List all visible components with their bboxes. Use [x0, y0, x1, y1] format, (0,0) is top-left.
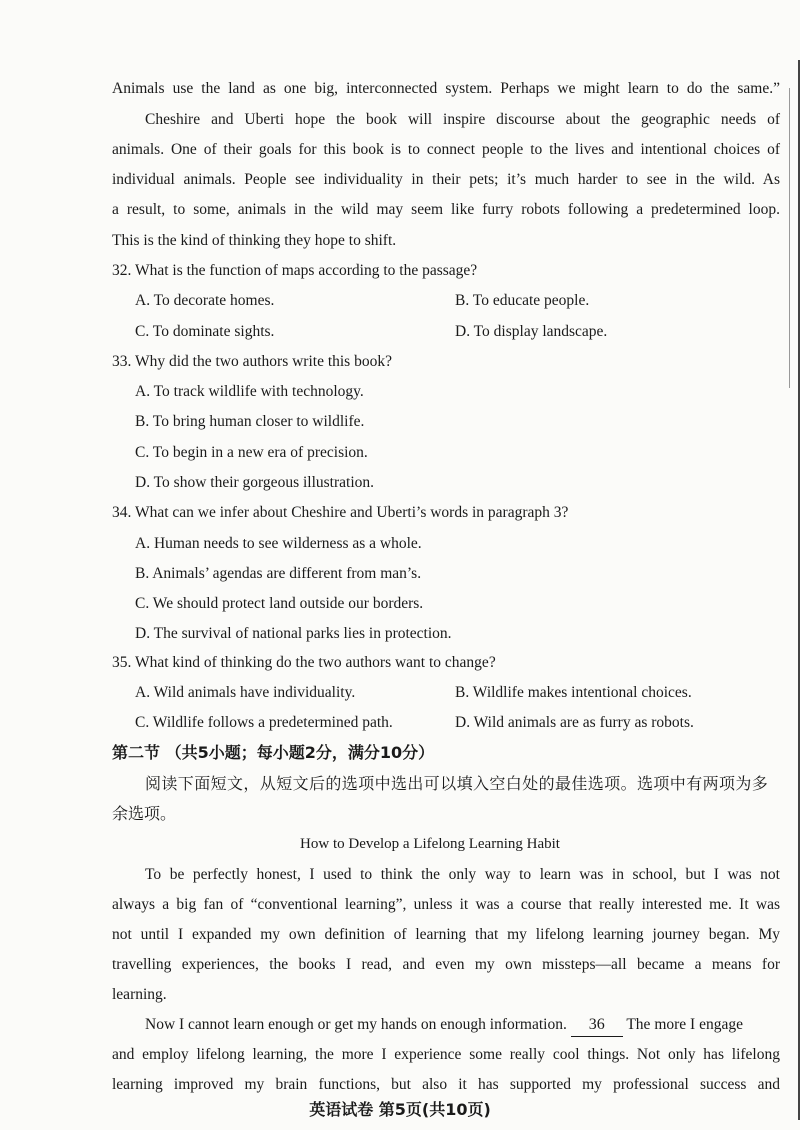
blank-36[interactable]: 36 [571, 1014, 623, 1037]
passage-line-with-blank [145, 1010, 780, 1040]
passage-line: not until I expanded my own definition of learning that my lifelong learning journey began. My [112, 926, 780, 943]
page-footer: 英语试卷 第5页(共10页) [309, 1100, 491, 1119]
section-heading: 第二节 （共5小题；每小题2分，满分10分） [112, 743, 435, 762]
option-c[interactable]: C. We should protect land outside our borders. [135, 595, 424, 612]
passage-line: learning. [112, 986, 167, 1003]
option-d[interactable]: D. To show their gorgeous illustration. [135, 474, 375, 491]
option-c[interactable]: C. To begin in a new era of precision. [135, 444, 368, 461]
option-b[interactable]: B. Animals’ agendas are different from man’s. [135, 565, 422, 582]
passage-line: and employ lifelong learning, the more I experience some really cool things. Not only has lifelong [112, 1046, 780, 1063]
section-instruction: 阅读下面短文，从短文后的选项中选出可以填入空白处的最佳选项。选项中有两项为多 [145, 774, 769, 793]
question-stem: 32. What is the function of maps according to the passage? [112, 262, 478, 279]
passage-line: To be perfectly honest, I used to think the only way to learn was in school, but I was not [145, 866, 780, 883]
option-a[interactable]: A. Human needs to see wilderness as a whole. [135, 535, 422, 552]
option-a[interactable]: A. To decorate homes. [135, 292, 275, 309]
option-b[interactable]: B. To bring human closer to wildlife. [135, 413, 365, 430]
option-d[interactable]: D. Wild animals are as furry as robots. [455, 714, 694, 731]
option-a[interactable]: A. To track wildlife with technology. [135, 383, 364, 400]
option-d[interactable]: D. The survival of national parks lies in protection. [135, 625, 452, 642]
passage-line: a result, to some, animals in the wild may seem like furry robots following a predetermined loop. [112, 201, 780, 218]
passage-title: How to Develop a Lifelong Learning Habit [300, 836, 560, 852]
passage-line: Cheshire and Uberti hope the book will inspire discourse about the geographic needs of [145, 111, 780, 128]
question-stem: 34. What can we infer about Cheshire and Uberti’s words in paragraph 3? [112, 504, 569, 521]
option-b[interactable]: B. Wildlife makes intentional choices. [455, 684, 692, 701]
passage-line: animals. One of their goals for this book is to connect people to the lives and intentional choices of [112, 141, 780, 158]
passage-text: The more I engage [626, 1016, 743, 1033]
section-instruction: 余选项。 [112, 804, 177, 823]
question-stem: 33. Why did the two authors write this book? [112, 353, 392, 370]
question-stem: 35. What kind of thinking do the two authors want to change? [112, 654, 496, 671]
option-a[interactable]: A. Wild animals have individuality. [135, 684, 356, 701]
option-d[interactable]: D. To display landscape. [455, 323, 608, 340]
passage-line: learning improved my brain functions, but also it has supported my professional success and [112, 1076, 780, 1093]
option-b[interactable]: B. To educate people. [455, 292, 590, 309]
option-c[interactable]: C. To dominate sights. [135, 323, 275, 340]
passage-line: always a big fan of “conventional learning”, unless it was a course that really interested me. It was [112, 896, 780, 913]
passage-line: Animals use the land as one big, interconnected system. Perhaps we might learn to do the same.” [112, 80, 780, 97]
passage-text: Now I cannot learn enough or get my hands on enough information. [145, 1016, 567, 1033]
passage-line: This is the kind of thinking they hope to shift. [112, 232, 397, 249]
passage-line: travelling experiences, the books I read, and even my own missteps—all became a means for [112, 956, 780, 973]
option-c[interactable]: C. Wildlife follows a predetermined path. [135, 714, 393, 731]
passage-line: individual animals. People see individuality in their pets; it’s much harder to see in the wild. As [112, 171, 780, 188]
